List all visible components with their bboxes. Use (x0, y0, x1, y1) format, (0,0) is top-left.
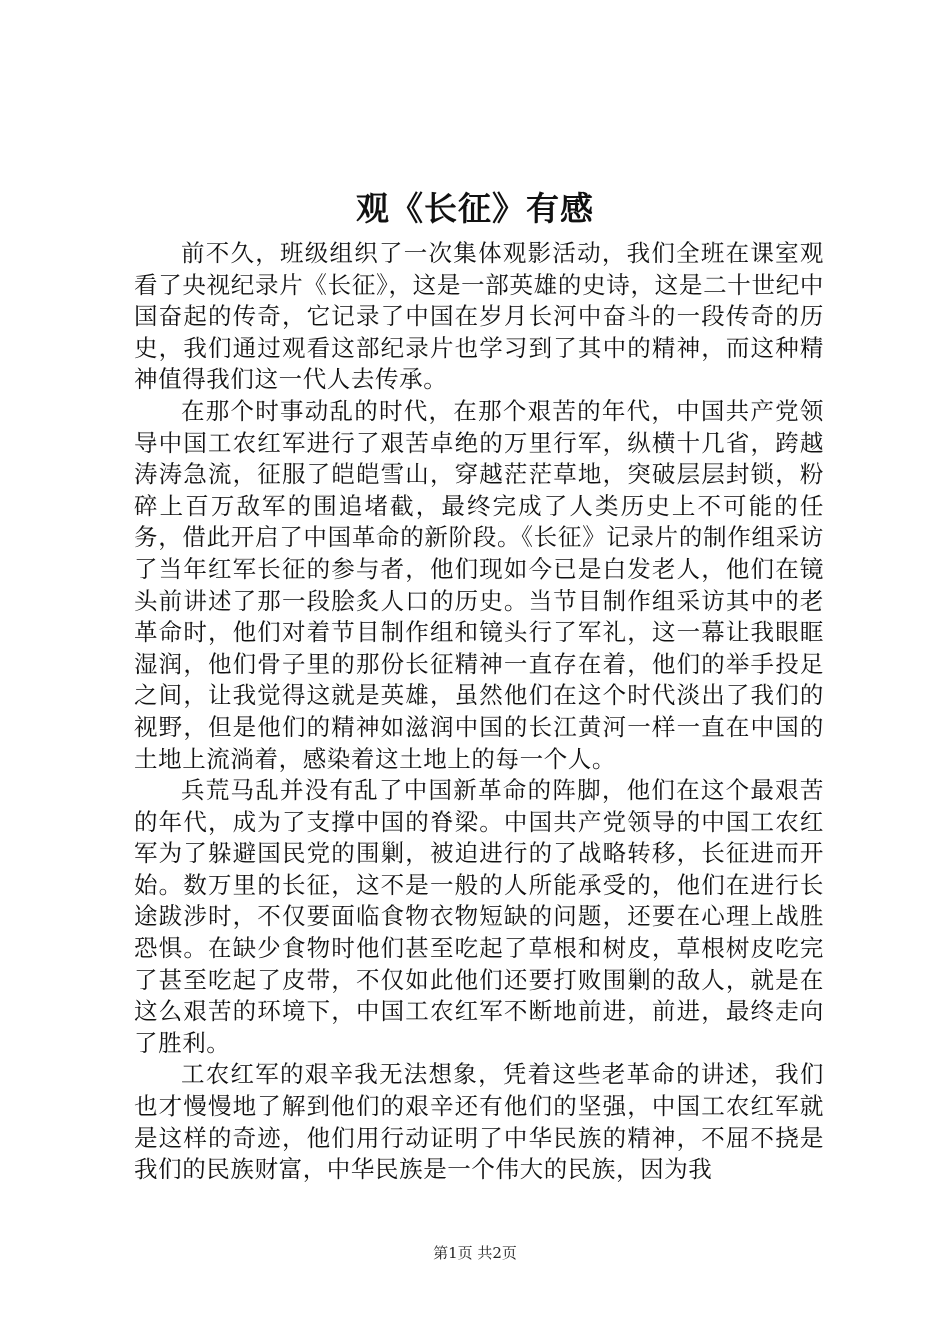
paragraph: 在那个时事动乱的时代，在那个艰苦的年代，中国共产党领导中国工农红军进行了艰苦卓绝的万里行军，纵横十几省，跨越涛涛急流，征服了皑皑雪山，穿越茫茫草地，突破层层封锁，粉碎上百万敌军的围追堵截，最终完成了人类历史上不可能的任务，借此开启了中国革命的新阶段。《长征》记录片的制作组采访了当年红军长征的参与者，他们现如今已是白发老人，他们在镜头前讲述了那一段脍炙人口的历史。当节目制作组采访其中的老革命时，他们对着节目制作组和镜头行了军礼，这一幕让我眼眶湿润，他们骨子里的那份长征精神一直存在着，他们的举手投足之间，让我觉得这就是英雄，虽然他们在这个时代淡出了我们的视野，但是他们的精神如滋润中国的长江黄河一样一直在中国的土地上流淌着，感染着这土地上的每一个人。 (134, 396, 824, 773)
document-body (134, 238, 824, 1186)
page-footer: 第1页 共2页 (433, 1244, 517, 1262)
paragraph: 前不久，班级组织了一次集体观影活动，我们全班在课室观看了央视纪录片《长征》，这是一部英雄的史诗，这是二十世纪中国奋起的传奇，它记录了中国在岁月长河中奋斗的一段传奇的历史，我们通过观看这部纪录片也学习到了其中的精神，而这种精神值得我们这一代人去传承。 (134, 239, 824, 394)
paragraph: 工农红军的艰辛我无法想象，凭着这些老革命的讲述，我们也才慢慢地了解到他们的艰辛还有他们的坚强，中国工农红军就是这样的奇迹，他们用行动证明了中华民族的精神，不屈不挠是我们的民族财富，中华民族是一个伟大的民族，因为我 (134, 1060, 824, 1184)
paragraph: 兵荒马乱并没有乱了中国新革命的阵脚，他们在这个最艰苦的年代，成为了支撑中国的脊梁。中国共产党领导的中国工农红军为了躲避国民党的围剿，被迫进行的了战略转移，长征进而开始。数万里的长征，这不是一般的人所能承受的，他们在进行长途跋涉时，不仅要面临食物衣物短缺的问题，还要在心理上战胜恐惧。在缺少食物时他们甚至吃起了草根和树皮，草根树皮吃完了甚至吃起了皮带，不仅如此他们还要打败围剿的敌人，就是在这么艰苦的环境下，中国工农红军不断地前进，前进，最终走向了胜利。 (134, 776, 824, 1057)
document-title: 观《长征》有感 (356, 189, 594, 228)
